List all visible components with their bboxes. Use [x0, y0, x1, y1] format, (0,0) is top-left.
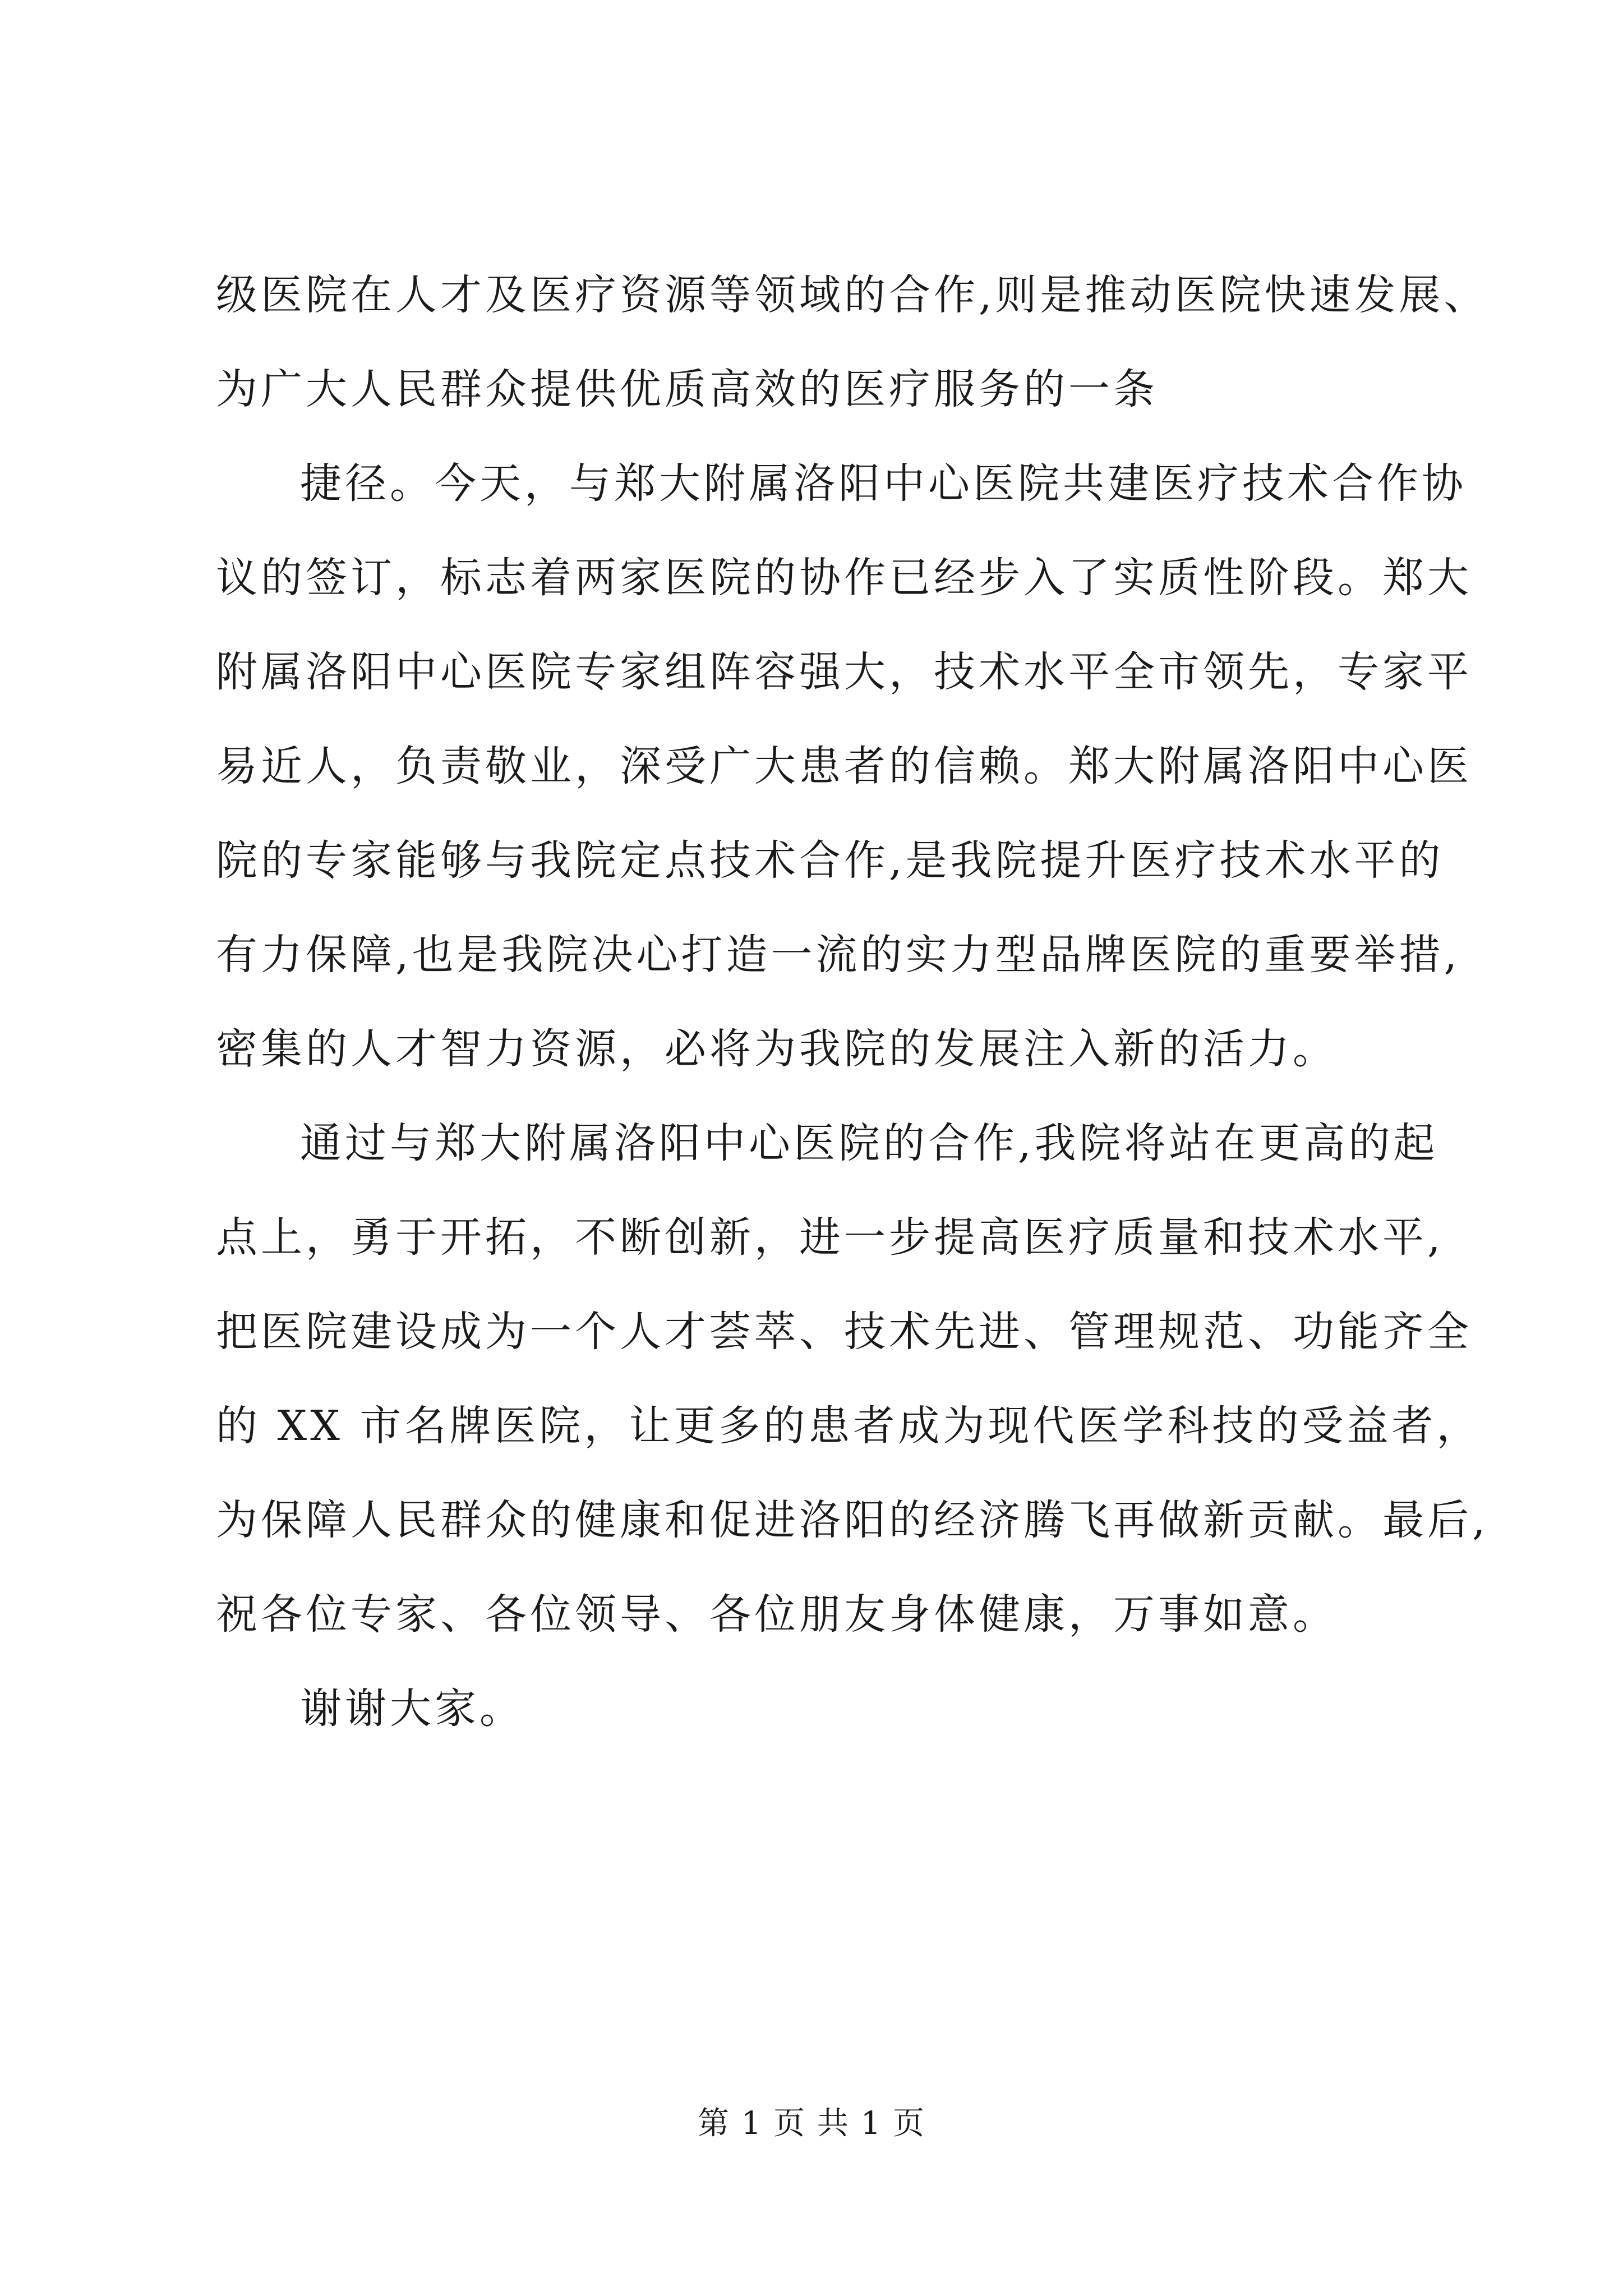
- body-line: 院的专家能够与我院定点技术合作,是我院提升医疗技术水平的: [216, 836, 1444, 885]
- body-line: 密集的人才智力资源，必将为我院的发展注入新的活力。: [216, 1025, 1338, 1073]
- body-line: 通过与郑大附属洛阳中心医院的合作,我院将站在更高的起: [300, 1119, 1438, 1167]
- body-line: 把医院建设成为一个人才荟萃、技术先进、管理规范、功能齐全: [216, 1308, 1472, 1356]
- body-line: 为广大人民群众提供优质高效的医疗服务的一条: [216, 365, 1158, 413]
- body-line: 的 XX 市名牌医院，让更多的患者成为现代医学科技的受益者，: [216, 1402, 1482, 1450]
- body-line: 为保障人民群众的健康和促进洛阳的经济腾飞再做新贡献。最后,: [216, 1496, 1489, 1544]
- body-line: 级医院在人才及医疗资源等领域的合作,则是推动医院快速发展、: [216, 271, 1489, 319]
- body-line: 附属洛阳中心医院专家组阵容强大，技术水平全市领先，专家平: [216, 648, 1472, 696]
- body-line: 易近人，负责敬业，深受广大患者的信赖。郑大附属洛阳中心医: [216, 742, 1472, 790]
- body-line: 捷径。今天，与郑大附属洛阳中心医院共建医疗技术合作协: [300, 459, 1467, 508]
- body-line: 议的签订，标志着两家医院的协作已经步入了实质性阶段。郑大: [216, 554, 1472, 602]
- body-line: 谢谢大家。: [300, 1685, 524, 1733]
- page-number-footer: 第 1 页 共 1 页: [697, 2105, 926, 2142]
- body-line: 有力保障,也是我院决心打造一流的实力型品牌医院的重要举措,: [216, 931, 1461, 979]
- body-line: 祝各位专家、各位领导、各位朋友身体健康，万事如意。: [216, 1590, 1338, 1639]
- body-line: 点上，勇于开拓，不断创新，进一步提高医疗质量和技术水平,: [216, 1213, 1444, 1262]
